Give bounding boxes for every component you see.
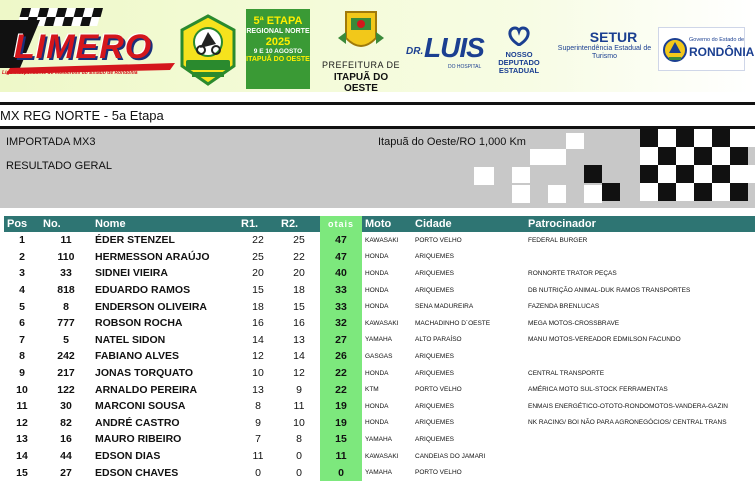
cell-moto: YAMAHA [365, 435, 392, 443]
cell-r1: 7 [255, 433, 261, 446]
cell-r1: 25 [252, 250, 264, 263]
cell-name: EDSON DIAS [95, 450, 161, 463]
cell-no: 11 [60, 234, 72, 247]
cell-r2: 0 [296, 466, 302, 479]
col-moto: Moto [362, 216, 412, 232]
location-label: Itapuã do Oeste/RO 1,000 Km [378, 136, 526, 148]
cell-city: PORTO VELHO [415, 386, 462, 394]
cell-total: 33 [320, 298, 362, 315]
cell-r2: 22 [293, 250, 305, 263]
cell-name: ARNALDO PEREIRA [95, 383, 198, 396]
setur-title: SETUR [589, 29, 638, 45]
cell-r2: 18 [293, 284, 305, 297]
info-panel [0, 129, 755, 208]
cell-moto: KAWASAKI [365, 319, 399, 327]
state-coat-of-arms-icon [662, 31, 688, 69]
cell-no: 33 [60, 267, 72, 280]
cell-sponsor: DB NUTRIÇÃO ANIMAL-DUK RAMOS TRANSPORTES [528, 286, 691, 294]
cell-name: JONAS TORQUATO [95, 367, 194, 380]
cell-r2: 14 [293, 350, 305, 363]
cell-city: ARIQUEMES [415, 369, 455, 377]
heart-icon [490, 26, 548, 46]
cell-pos: 4 [19, 284, 25, 297]
cell-no: 122 [57, 383, 75, 396]
prefeitura-logo [320, 8, 402, 92]
cell-name: EDSON CHAVES [95, 466, 179, 479]
cell-city: ARIQUEMES [415, 435, 455, 443]
cell-pos: 15 [16, 466, 28, 479]
cell-pos: 8 [19, 350, 25, 363]
cell-moto: KTM [365, 386, 379, 394]
etapa-city: ITAPUÃ DO OESTE [246, 56, 310, 63]
cell-moto: HONDA [365, 419, 389, 427]
cell-total: 32 [320, 315, 362, 332]
table-row [4, 265, 755, 282]
deputado-line3: ESTADUAL [498, 66, 540, 75]
cell-total: 40 [320, 265, 362, 282]
cell-no: 27 [60, 466, 72, 479]
cell-city: ARIQUEMES [415, 253, 455, 261]
cell-total: 26 [320, 348, 362, 365]
cell-r1: 20 [252, 267, 264, 280]
etapa-info-box [246, 9, 310, 89]
etapa-year: 2025 [265, 36, 291, 48]
cell-total: 19 [320, 398, 362, 415]
cell-r1: 10 [252, 367, 264, 380]
cell-r2: 10 [293, 416, 305, 429]
cell-name: ÉDER STENZEL [95, 234, 175, 247]
deputado-line2: DEPUTADO [498, 58, 540, 67]
cell-r1: 15 [252, 284, 264, 297]
prefeitura-line1: PREFEITURA DE [321, 60, 400, 70]
governo-rondonia-logo [658, 27, 755, 71]
category-label: IMPORTADA MX3 [6, 136, 96, 148]
cell-moto: KAWASAKI [365, 236, 399, 244]
cell-sponsor: FEDERAL BURGER [528, 236, 588, 244]
cell-no: 82 [60, 416, 72, 429]
table-row [4, 448, 755, 465]
checkered-flag-icon [474, 129, 755, 208]
cell-city: ARIQUEMES [415, 269, 455, 277]
cell-no: 777 [57, 317, 75, 330]
drluis-name: LUIS [424, 32, 484, 63]
cell-r1: 16 [252, 317, 264, 330]
cell-moto: HONDA [365, 303, 389, 311]
cell-city: ARIQUEMES [415, 402, 455, 410]
cell-city: PORTO VELHO [415, 469, 462, 477]
table-row [4, 249, 755, 266]
cell-total: 19 [320, 415, 362, 432]
cell-no: 110 [57, 250, 75, 263]
table-row [4, 464, 755, 481]
cell-city: MACHADINHO D´OESTE [415, 319, 491, 327]
cell-total: 0 [320, 464, 362, 481]
cell-r1: 11 [252, 450, 264, 463]
cell-pos: 7 [19, 333, 25, 346]
deputado-line1: NOSSO [505, 50, 533, 59]
governo-line1: Governo do Estado de [689, 37, 745, 43]
cell-moto: YAMAHA [365, 336, 392, 344]
results-subtitle: RESULTADO GERAL [6, 160, 112, 172]
drluis-logo [404, 30, 490, 74]
cell-city: ALTO PARAÍSO [415, 336, 462, 344]
cell-r1: 18 [252, 300, 264, 313]
col-r2: R2. [278, 216, 320, 232]
cell-name: ROBSON ROCHA [95, 317, 183, 330]
cell-r1: 9 [255, 416, 261, 429]
cell-total: 33 [320, 282, 362, 299]
cell-total: 27 [320, 332, 362, 349]
cell-r1: 14 [252, 333, 264, 346]
cell-pos: 14 [16, 450, 28, 463]
top-divider [0, 102, 755, 105]
governo-line2: RONDÔNIA [689, 45, 755, 59]
cell-sponsor [525, 464, 755, 481]
cell-r1: 12 [252, 350, 264, 363]
table-row [4, 415, 755, 432]
cell-r2: 20 [293, 267, 305, 280]
cell-city: ARIQUEMES [415, 286, 455, 294]
cell-moto: HONDA [365, 253, 389, 261]
col-r1: R1. [238, 216, 278, 232]
event-emblem [178, 14, 238, 86]
cell-city: ARIQUEMES [415, 352, 455, 360]
cell-r2: 15 [293, 300, 305, 313]
prefeitura-line2: ITAPUÃ DO OESTE [333, 72, 389, 92]
col-name: Nome [92, 216, 238, 232]
cell-city: ARIQUEMES [415, 419, 455, 427]
cell-sponsor: MEGA MOTOS-CROSSBRAVE [528, 319, 620, 327]
cell-moto: HONDA [365, 269, 389, 277]
cell-name: NATEL SIDON [95, 333, 166, 346]
cell-r1: 13 [252, 383, 264, 396]
cell-pos: 9 [19, 367, 25, 380]
cell-sponsor: ENMAIS ENERGÉTICO-OTOTO-RONDOMOTOS-VANDERA-GAZIN [528, 402, 728, 410]
cell-no: 818 [57, 284, 75, 297]
cell-total: 47 [320, 249, 362, 266]
cell-pos: 11 [16, 400, 28, 413]
cell-sponsor: MANU MOTOS-VEREADOR EDMILSON FACUNDO [528, 336, 681, 344]
cell-sponsor: AMÉRICA MOTO SUL-STOCK FERRAMENTAS [528, 386, 668, 394]
results-body [4, 232, 755, 481]
table-row [4, 315, 755, 332]
cell-no: 8 [63, 300, 69, 313]
cell-no: 30 [60, 400, 72, 413]
cell-sponsor [525, 249, 755, 266]
cell-city: CANDEIAS DO JAMARI [415, 452, 486, 460]
cell-sponsor [525, 348, 755, 365]
results-table [4, 216, 755, 481]
cell-sponsor: RONNORTE TRATOR PEÇAS [528, 269, 617, 277]
cell-name: HERMESSON ARAÚJO [95, 250, 210, 263]
cell-pos: 10 [16, 383, 28, 396]
table-row [4, 282, 755, 299]
city-crest-icon [320, 8, 402, 58]
etapa-dates: 9 E 10 AGOSTO [253, 48, 303, 55]
cell-no: 16 [60, 433, 72, 446]
col-city: Cidade [412, 216, 525, 232]
cell-no: 44 [60, 450, 72, 463]
col-sponsor: Patrocinador [525, 216, 755, 232]
cell-total: 22 [320, 381, 362, 398]
deputado-logo [490, 26, 548, 75]
cell-moto: KAWASAKI [365, 452, 399, 460]
table-row [4, 431, 755, 448]
cell-total: 22 [320, 365, 362, 382]
cell-name: ENDERSON OLIVEIRA [95, 300, 208, 313]
cell-no: 5 [63, 333, 69, 346]
cell-pos: 12 [16, 416, 28, 429]
table-row [4, 365, 755, 382]
limero-subtitle: Liga Independente do Motocross do Estado de Rondônia [2, 70, 138, 76]
cell-name: SIDNEI VIEIRA [95, 267, 168, 280]
cell-name: MARCONI SOUSA [95, 400, 186, 413]
cell-no: 217 [57, 367, 75, 380]
cell-no: 242 [57, 350, 75, 363]
cell-r1: 22 [252, 234, 264, 247]
table-row [4, 398, 755, 415]
cell-pos: 3 [19, 267, 25, 280]
etapa-number: 5ª ETAPA [253, 15, 303, 27]
cell-r2: 11 [293, 400, 305, 413]
cell-moto: HONDA [365, 286, 389, 294]
cell-name: ANDRÉ CASTRO [95, 416, 180, 429]
cell-total: 15 [320, 431, 362, 448]
cell-sponsor: FAZENDA BRENLUCAS [528, 303, 600, 311]
cell-pos: 6 [19, 317, 25, 330]
cell-moto: YAMAHA [365, 469, 392, 477]
setur-line2: Turismo [591, 53, 618, 60]
sponsor-banner [0, 0, 755, 92]
cell-r2: 16 [293, 317, 305, 330]
setur-line1: Superintendência Estadual de [557, 45, 652, 52]
motocross-rider-icon [178, 14, 238, 86]
cell-sponsor: NK RACING/ BOI NÃO PARA AGRONEGÓCIOS/ CENTRAL TRANS [528, 419, 727, 427]
table-row [4, 381, 755, 398]
cell-moto: HONDA [365, 402, 389, 410]
limero-logo [0, 8, 175, 78]
cell-moto: HONDA [365, 369, 389, 377]
cell-name: EDUARDO RAMOS [95, 284, 191, 297]
cell-sponsor: CENTRAL TRANSPORTE [528, 369, 605, 377]
cell-sponsor [525, 448, 755, 465]
cell-pos: 5 [19, 300, 25, 313]
table-row [4, 298, 755, 315]
cell-total: 47 [320, 232, 362, 249]
cell-pos: 13 [16, 433, 28, 446]
cell-pos: 1 [19, 234, 25, 247]
cell-r2: 25 [293, 234, 305, 247]
cell-moto: GASGAS [365, 352, 393, 360]
limero-wordmark: LIMERO [14, 28, 153, 66]
table-row [4, 348, 755, 365]
cell-total: 11 [320, 448, 362, 465]
etapa-region: REGIONAL NORTE [246, 28, 310, 35]
drluis-prefix: DR. [406, 46, 424, 57]
cell-r1: 8 [255, 400, 261, 413]
cell-r2: 12 [293, 367, 305, 380]
setur-logo [553, 30, 656, 70]
col-total: otais [320, 216, 362, 232]
cell-name: MAURO RIBEIRO [95, 433, 182, 446]
cell-r2: 0 [296, 450, 302, 463]
cell-r1: 0 [255, 466, 261, 479]
cell-r2: 9 [296, 383, 302, 396]
cell-name: FABIANO ALVES [95, 350, 180, 363]
cell-r2: 13 [293, 333, 305, 346]
col-no: No. [40, 216, 92, 232]
table-row [4, 232, 755, 249]
table-row [4, 332, 755, 349]
cell-pos: 2 [19, 250, 25, 263]
cell-city: SENA MADUREIRA [415, 303, 474, 311]
cell-sponsor [525, 431, 755, 448]
drluis-tagline: DO HOSPITAL [448, 64, 482, 70]
table-header-row [4, 216, 755, 232]
race-title: MX REG NORTE - 5a Etapa [0, 108, 164, 123]
cell-r2: 8 [296, 433, 302, 446]
col-pos: Pos [4, 216, 40, 232]
cell-city: PORTO VELHO [415, 236, 462, 244]
